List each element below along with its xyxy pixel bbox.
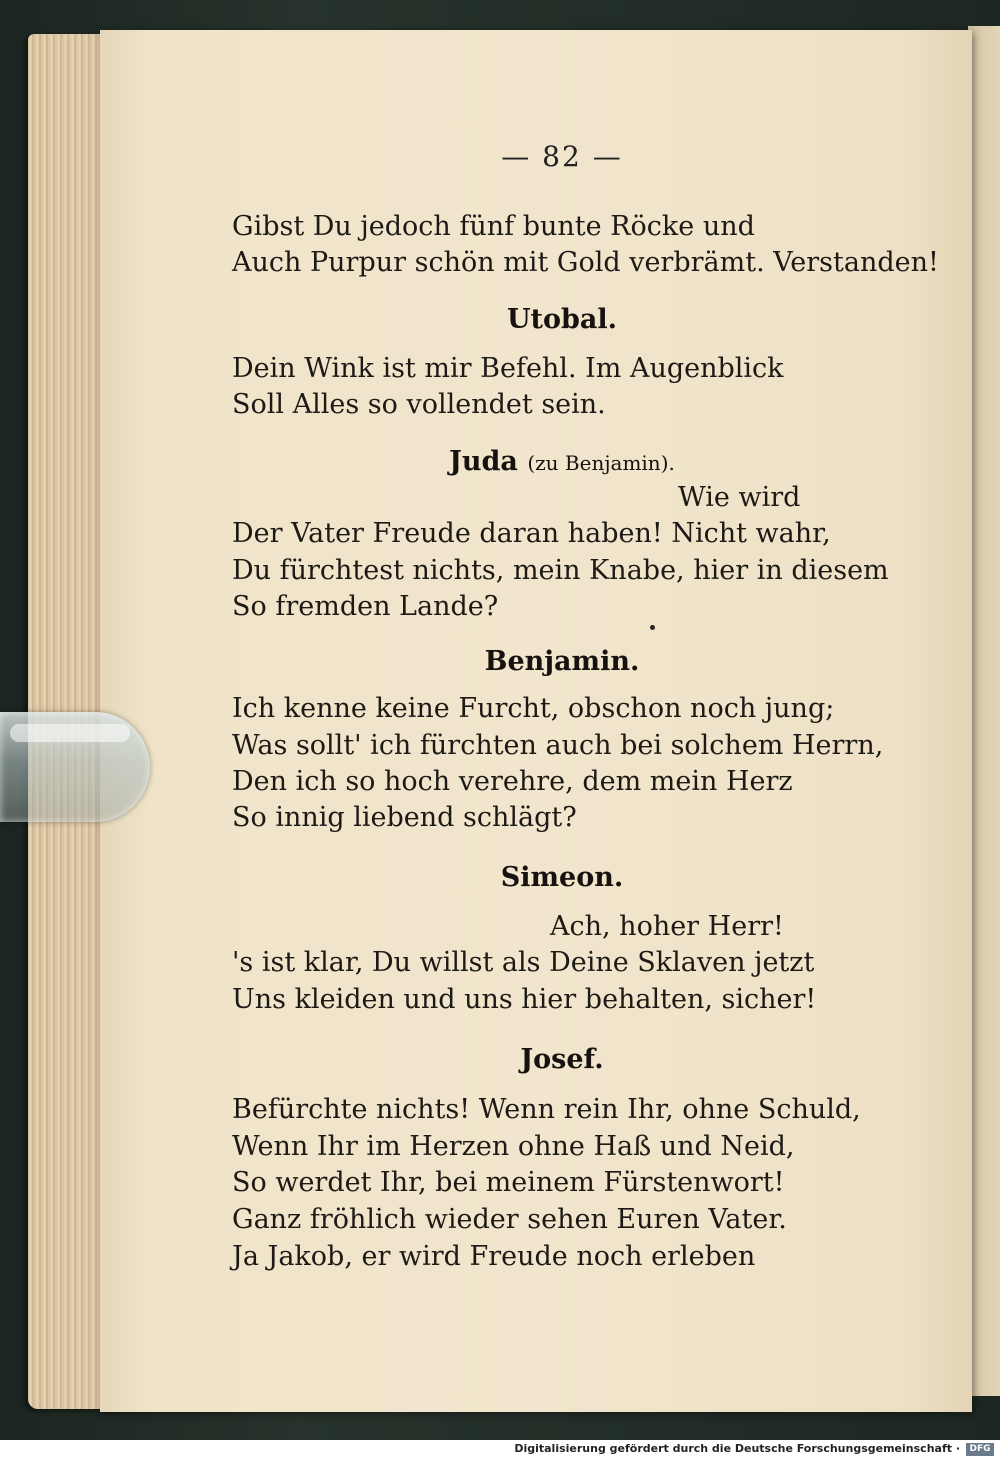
verse-line: Befürchte nichts! Wenn rein Ihr, ohne Schuld, xyxy=(232,1094,861,1125)
verse-line: So innig liebend schlägt? xyxy=(232,802,577,833)
speaker-josef: Josef. xyxy=(520,1044,604,1075)
speaker-juda xyxy=(232,445,892,480)
verse-line: Ja Jakob, er wird Freude noch erleben xyxy=(232,1241,756,1272)
next-page-edge xyxy=(968,26,1000,1396)
speaker-name: Juda xyxy=(449,446,518,477)
speaker-simeon: Simeon. xyxy=(500,862,624,893)
stage-direction: (zu Benjamin). xyxy=(527,451,675,475)
verse-line: Auch Purpur schön mit Gold verbrämt. Verstanden! xyxy=(232,247,939,278)
verse-line: Der Vater Freude daran haben! Nicht wahr, xyxy=(232,518,831,549)
verse-line: Wenn Ihr im Herzen ohne Haß und Neid, xyxy=(232,1131,795,1162)
page-holder-clip xyxy=(0,712,150,822)
verse-line: Den ich so hoch verehre, dem mein Herz xyxy=(232,766,793,797)
verse-line: Wie wird xyxy=(678,482,801,513)
digitization-footer xyxy=(0,1440,1000,1459)
verse-line: Soll Alles so vollendet sein. xyxy=(232,389,606,420)
verse-line: Ganz fröhlich wieder sehen Euren Vater. xyxy=(232,1204,787,1235)
verse-line: Du fürchtest nichts, mein Knabe, hier in diesem xyxy=(232,555,889,586)
verse-line: Dein Wink ist mir Befehl. Im Augenblick xyxy=(232,353,784,384)
dfg-logo-icon: DFG xyxy=(966,1443,994,1456)
footer-credit: Digitalisierung gefördert durch die Deutsche Forschungsgemeinschaft · xyxy=(514,1442,960,1455)
speaker-benjamin: Benjamin. xyxy=(484,646,640,677)
verse-line: 's ist klar, Du willst als Deine Sklaven jetzt xyxy=(232,947,815,978)
verse-line: Was sollt' ich fürchten auch bei solchem Herrn, xyxy=(232,730,884,761)
page-number: — 82 — xyxy=(501,140,623,173)
verse-line: Gibst Du jedoch fünf bunte Röcke und xyxy=(232,211,755,242)
verse-line: Ich kenne keine Furcht, obschon noch jung; xyxy=(232,693,835,724)
verse-line: Ach, hoher Herr! xyxy=(550,911,784,942)
speaker-utobal: Utobal. xyxy=(506,304,618,335)
verse-line: So fremden Lande? xyxy=(232,591,499,622)
verse-line: Uns kleiden und uns hier behalten, sicher! xyxy=(232,984,817,1015)
ink-speck xyxy=(650,625,655,630)
verse-line: So werdet Ihr, bei meinem Fürstenwort! xyxy=(232,1167,785,1198)
